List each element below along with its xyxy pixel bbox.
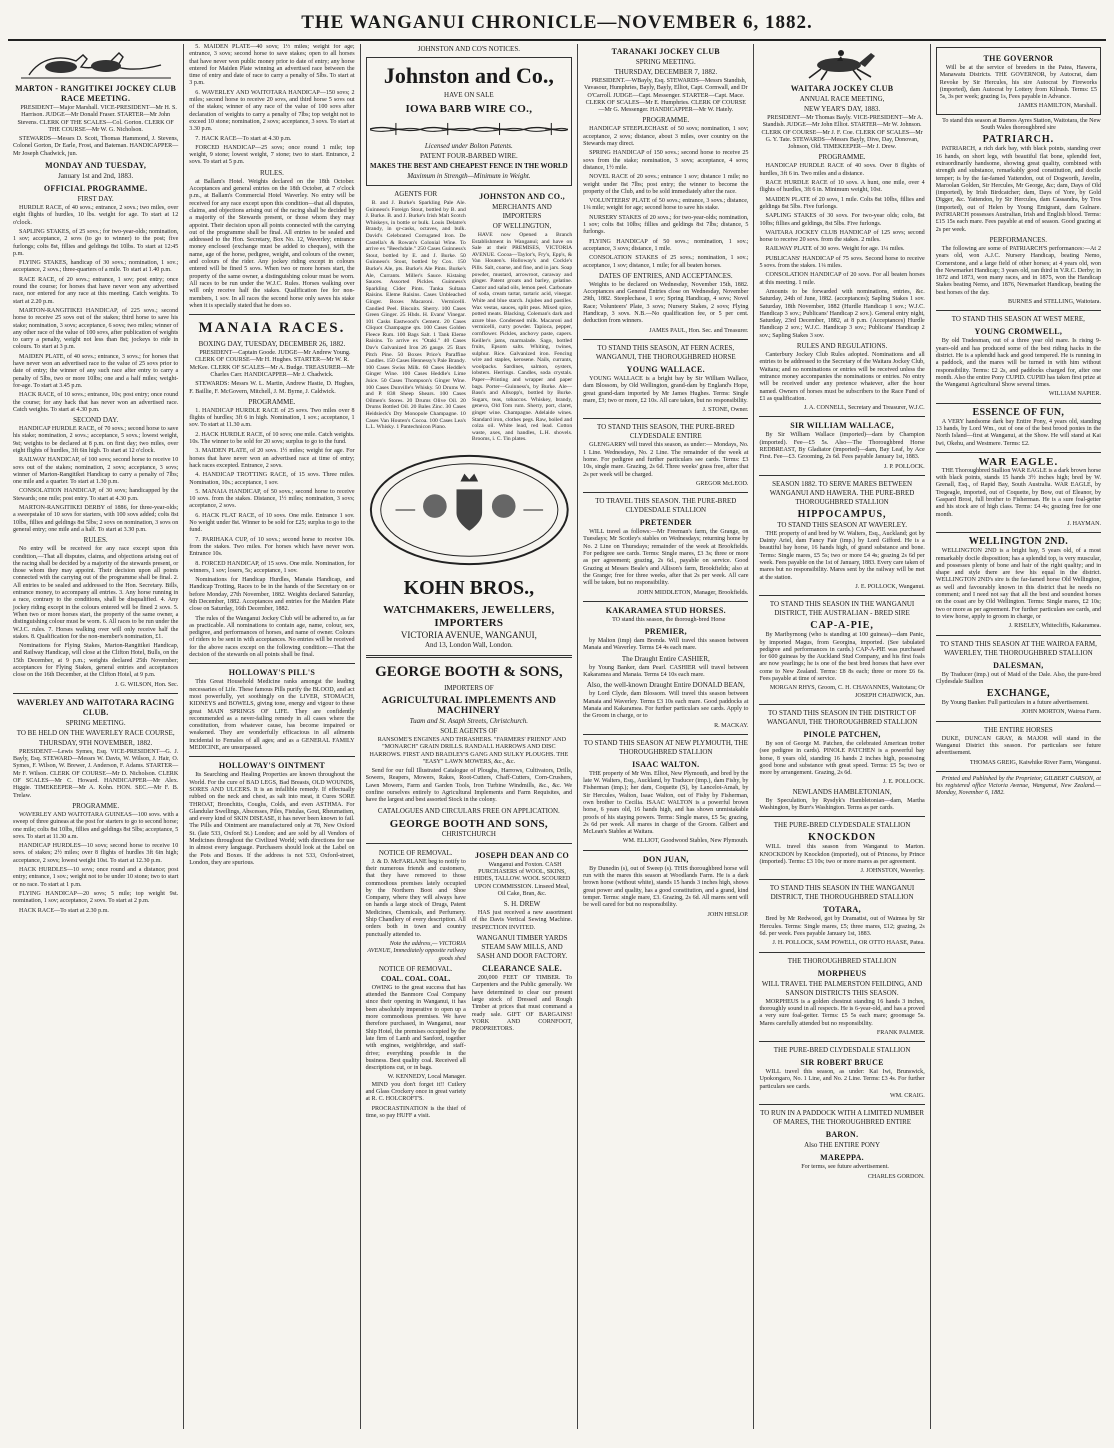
rk-race-7: HACK RACE, of 10 sovs.; entrance, 10s; post entry; once round the course; for any hack that has never won an advertised race. Catch weights. To start at 4.30 p.m. <box>13 392 179 413</box>
taranaki-race-7: CONSOLATION STAKES of 25 sovs.; nomination, 1 sov.; acceptance, 1 sov; distance, 1 mile; for all beaten horses. <box>583 255 749 269</box>
rk-days: January 1st and 2nd, 1883. <box>58 172 134 181</box>
wv-race-4: FLYING HANDICAP—20 sovs; 5 mile; top weight 9st. nomination, 1 sov; acceptance, 2 sovs. To start at 2 p.m. <box>13 890 179 905</box>
premier-body: by Malton (imp) dam Brenda. Will travel this season between Manaia and Waverley. Terms £4 4s each mare. <box>583 638 749 652</box>
merchants-block <box>472 189 572 445</box>
cap-a-pie-intro: TO STAND THIS SEASON IN THE WANGANUI DISTRICT, THE AUSTRALIAN - BRED SIRE <box>769 600 915 618</box>
rk-race-3: FLYING STAKES, handicap of 30 sovs.; nomination, 1 sov.; acceptance, 2 sovs.; three-quarters of a mile. To start at 1.40 p.m. <box>13 260 179 274</box>
waitara-officers: PRESIDENT—Mr Thomas Bayly. VICE-PRESIDENT—Mr A. Standish. JUDGE—Mr John Elliot. STARTER—Mr W. Johnson. CLERK OF COURSE—Mr J. F. Coe. CLERK OF SCALES—Mr G. Y. Tate. STEWARDS—Messrs Bayly, Dive, Day, Donovan, Johnson, Old. TIMEKEEPER—Mr J. Drew. <box>761 115 923 151</box>
glengarry-body: GLENGARRY will travel this season, as under:— Mondays, No. 1 Line. Wednesdays, No. 2 Line. The remainder of the week at home. For pedigree and further particulars see cards. Terms: £3 10s, single mare. Grazing, 2s 6d. Three weeks' grass free, after that 2s per week will be charged. <box>583 442 749 478</box>
horse-race-woodcut <box>13 47 178 81</box>
pinole-patchen-intro: TO STAND THIS SEASON IN THE DISTRICT OF WANGANUI, THE THOROUGHBRED STALLION <box>766 708 918 726</box>
gb-address: Tuam and St. Asaph Streets, Christchurch. <box>409 717 529 725</box>
rk-race-1: HURDLE RACE, of 40 sovs.; entrance, 2 sovs.; two miles, over eight flights of hurdles, 10 lbs. weight for age. To start at 12 o'clock. <box>13 205 179 226</box>
young-wallace-body: YOUNG WALLACE is a bright bay by Sir William Wallace, dam Blossom, by Old Wellington, grand-dam by England's Hope, great grand-dam imported by Mr James Hughes. Terms: Single mare, £3; two or more, £2 10s. All care taken, but no responsibility. <box>583 375 749 404</box>
taranaki-race-3: NOVEL RACE of 20 sovs.; entrance 1 sov; distance 1 mile; no weight under 8st 7lbs; post entry; the winner to become the property of the Club, and to be sold immediately after the race. <box>583 174 749 195</box>
pretender-signature: JOHN MIDDLETON, Manager, Brookfields. <box>637 589 749 596</box>
dean-co-body: Wanganui and Foxton. CASH PURCHASERS of WOOL, SKINS, HIDES, TALLOW. WOOL SCOURED UPON COMMISSION. Linseed Meal, Oil Cake, Bran, &c. <box>473 861 571 897</box>
column-5 <box>754 44 930 1429</box>
essence-of-fun-body: A VERY handsome dark bay Entire Pony, 4 years old, standing 13 hands, by Lord Wm., out of one of the best brood ponies in the North Island—first at Wanganui, at the Show. He will stand at Kai Iwi, Okehu, and Westmere. Terms: £2. <box>935 418 1101 447</box>
young-cromwell-intro: TO STAND THIS SEASON AT WEST MERE, <box>951 315 1085 324</box>
divider <box>583 734 748 735</box>
royal-coat-of-arms-seal <box>366 451 573 569</box>
rk-first-day: FIRST DAY. <box>77 195 114 204</box>
timber-heading: WANGANUI TIMBER YARDS STEAM SAW MILLS, AND SASH AND DOOR FACTORY. <box>476 934 568 961</box>
isaac-walton-body: THE property of Mr Wm. Elliot, New Plymouth, and bred by the late W. Walters, Esq., Auckland, by Traducer (imp.), dam Fishy, by Fisherman (imp.); her dam, Coquette (S), by Lancelot-Amah, by Sir Hercules, Walton, Isaac Walton, out of Fishy by Fisherman, own brother to Cecilia. ISAAC WALTON is a powerful brown horse, 6 years old, 16 hands high, and has shown unmistakable proofs of his staying powers. Terms: Single mares, £5 5s; grazing, 2s 6d per week. All mares in charge of the Groom. Gilbert and McLean's Stables at Waitara. <box>583 770 749 836</box>
waitara-meeting: ANNUAL RACE MEETING, <box>799 95 885 103</box>
war-eagle-heading: WAR EAGLE. <box>978 455 1059 468</box>
gb-agency-list: RANSOME'S ENGINES AND THRASHERS. "FARMERS' FRIEND" AND "MONARCH" GRAIN DRILLS. RANDALL HARROWS AND DISC HARROWS. FIRST AND BRADLEY'S GANG AND SULKY PLOUGHS. THE "EASY" LAWN MOWERS, &c., &c. <box>369 737 569 765</box>
morpheus-body: MORPHEUS is a golden chestnut standing 16 hands 3 inches, thoroughly sound in all respects. He is 6-year-old, and has a proved a very sure foal-getter. Terms: £5 5s each mare; groomage 5s. Mares carefully attended but no responsibility. <box>759 998 925 1027</box>
divider <box>189 756 354 757</box>
hippocampus-sub: TO STAND THIS SEASON AT WAVERLEY. <box>777 520 907 529</box>
morpheus-heading: MORPHEUS <box>817 968 867 978</box>
divider <box>759 416 924 417</box>
waitara-date: NEW YEAR'S DAY, 1883. <box>804 105 881 113</box>
merchants-stock-list: HAVE now Opened a Branch Establishment in Wanganui; and have on Sale at their PREMISES, VICTORIA AVENUE. Cocoa—Taylor's, Fry's, Epp's, & Van Houten's. Holloway's and Cockle's Pills. Salt, coarse, and fine, and in jars. Soap powder, mustard, arrowroot, caraway and ginger. Patent groats and barley, gelatine. Castor and salad oils, lemon peel. Carbonate of soda, cream tartar, tartaric acid, vinegar. White and blue starch. Jujubes and pastiles. Wax vestas, sauces, split peas. Mixed spice, potted meats. Blacking, Coleman's dark and azure blue. Condensed milk. Macaroni and vermicelli, curry powder. Tapioca, pepper, cornflower. Pickles, anchovy paste, capers. Keiller's jams, marmalade. Sago, bottled fruits, Epsom salts. Whiting, twines, sulphur. Rice. Galvanized iron. Fencing wire and staples, kerosene. Nails, currants, woolpacks. Sardines, salmon, oysters, lobsters. Herrings. Candles, soda crystals. Paper—Printing and wrapper and paper bags. Porter—Guinness's, by Burke. Ale—Bass's and Allsopp's, bottled by Burke. Sugars, teas, tobaccos. Whiskey, brandy, geneva, Old Tom rum. Sherry, port, claret, ginger wine. Champagne. Adelaide wines. Standard iron, clothes pegs. Raw, boiled and colza oil. White lead, red lead. Cotton waste, axes, and handles, L.H. shovels. Brooms, i. C. Tin plates. <box>471 232 573 443</box>
wv-officers: PRESIDENT—Lewis Symes, Esq. VICE-PRESIDENT—G. J. Bayly, Esq. STEWARD—Messrs W. Davis, W. Wilson, J. Hair, O. Symes, F. Wilson, W. Brewer, J. Anderson, F. Adams. STARTER—Mr F. Wilson. CLERK OF COURSE—Mr D. Nicholson. CLERK OF SCALES—Mr C. Howard. HANDICAPPER—Mr Alex. Higgie. TIMEKEEPER—Mr A. Kohn. HON. SEC.—Mr F. B. Trelaw. <box>13 748 179 799</box>
governor-heading: THE GOVERNOR <box>983 54 1054 63</box>
morpheus-travel: WILL TRAVEL THE PALMERSTON FEILDING, AND SANSON DISTRICTS THIS SEASON. <box>761 979 923 997</box>
rk-programme-heading: OFFICIAL PROGRAMME. <box>43 184 148 194</box>
dalesman-heading: DALESMAN, <box>993 660 1044 670</box>
newlands-body: By Speculation, by Rysdyk's Hambletonian—dam, Martha Washington, by Burr's Washington. Terms as per cards. <box>759 797 925 811</box>
mareppa-heading: MAREPPA. <box>820 1153 864 1163</box>
taranaki-race-2: SPRING HANDICAP of 150 sovs.; second horse to receive 25 sovs from the stake; nomination, 3 sovs; acceptance, 4 sovs; distance, 1½ mile. <box>583 150 749 171</box>
gb-trade: AGRICULTURAL IMPLEMENTS AND MACHINERY <box>381 696 557 716</box>
war-eagle-body: THE Thoroughbred Stallion WAR EAGLE is a dark brown horse with black points, stands 15 hands 3½ inches high; bred by W. Grenall, Esq., of Rapid Bay, South Australia. WAR EAGLE, by Tregeagle, imported, out of Coquette, by Bow, out of Eleanor, by Gaspard Brosi, full brother to Fisherman. He is a sure foal-getter and his stock are of high class. Terms: £4 4s; grazing free for one month. <box>935 467 1101 518</box>
knockdon-heading: KNOCKDON <box>808 832 877 844</box>
rk-dates: MONDAY AND TUESDAY, <box>45 161 147 171</box>
isaac-walton-heading: ISAAC WALTON. <box>632 759 700 769</box>
waitara-race-5: WAITARA JOCKEY CLUB HANDICAP of 125 sovs; second horse to receive 20 sovs. from the stakes. 2 miles. <box>759 229 925 244</box>
divider <box>366 655 573 658</box>
wv-race-2: HANDICAP HURDLES—10 sovs; second horse to receive 10 sovs. of stakes; 2½ miles; over 8 flights of hurdles 3ft 6in high; acceptance, 2 sovs; lowest weight 10st. To start at 12.30 p.m. <box>13 843 179 864</box>
robert-bruce-body: WILL travel this season, as under: Kai Iwi, Brunswick, Upokongaro, No. 1 Line, and No. 2 Line. Terms: £3 4s. For further particulars see cards. <box>759 1069 925 1090</box>
rk-race-8: HANDICAP HURDLE RACE, of 70 sovs.; second horse to save his stake; nomination, 2 sovs.; acceptance, 5 sovs.; lowest weight, 9st; weights to be declared at 8 p.m. on first day; two miles, over eight flights of hurdles, 3ft 6in high. To start at 12 o'clock. <box>13 426 179 454</box>
column-6 <box>931 44 1106 1429</box>
kohn-bros-heading: KOHN BROS., <box>403 577 535 599</box>
strength-weight: Maximum in Strength—Minimum in Weight. <box>407 172 531 180</box>
taranaki-dates-heading: DATES OF ENTRIES, AND ACCEPTANCES. <box>598 271 733 280</box>
george-booth-heading: GEORGE BOOTH & SONS, <box>375 664 563 680</box>
young-cromwell-signature: WILLIAM NAPIER. <box>1048 391 1101 398</box>
rk-race-11: MARTON-RANGITIKEI DERBY of 1886, for three-year-olds; a sweepstake of 10 sovs for starters, with 100 sovs added; colts 8st 10lbs, fillies and geldings 8st 5lbs; 2 sovs on nomination, 3 sovs on general entry; one mile and a half. To start at 3.30 p.m. <box>13 505 179 533</box>
gb-sole-agents: SOLE AGENTS OF <box>440 727 498 735</box>
divider <box>759 879 924 880</box>
divider <box>583 850 748 851</box>
clearance-sale-heading: CLEARANCE SALE. <box>481 964 563 974</box>
rk-signature: J. G. WILSON, Hon. Sec. <box>114 681 179 688</box>
entire-horses-intro: THE ENTIRE HORSES <box>983 725 1053 734</box>
baron-sub: Also THE ENTIRE PONY <box>804 1141 881 1150</box>
glengarry-signature: GREGOR McLEOD. <box>695 480 749 487</box>
wv-race-maiden: 5. MAIDEN PLATE—40 sovs; 1½ miles; weight for age; entrance, 3 sovs; second horse to save stakes; open to all horses that have never won public money prior to date of entry; any horse entered for Maiden Plate winning an advertised race between the time of entry and date of race to carry a penalty of 5lbs. To start at 3 p.m. <box>189 44 355 87</box>
don-juan-heading: DON JUAN, <box>642 854 689 864</box>
robert-bruce-signature: WM. CRAIG. <box>890 1093 925 1100</box>
governor-notice <box>936 47 1101 115</box>
pretender-intro: TO TRAVEL THIS SEASON. THE PURE-BRED CLYDESDALE STALLION <box>595 497 737 515</box>
waitara-club-heading: WAITARA JOCKEY CLUB <box>790 84 894 93</box>
rk-second-day: SECOND DAY. <box>73 416 119 425</box>
kohn-london: And 13, London Wall, London. <box>424 641 513 649</box>
sir-william-wallace-body: By Sir William Wallace (imported)—dam by Champion (imported). Fee—£5 5s. Also—The Thoroughbred Horse REDBREAST, By Gladiator (imported)—dam, Bay Leaf, by Ace First. Fee—£3. Grooming, 2s 6d. Fees payable January 1st, 1883. <box>759 432 925 461</box>
manaia-race-3: 3. MAIDEN PLATE, of 20 sovs. 1½ miles; weight for age. For horses that have never won an advertised race at time of entry; hack races excepted. Entrance, 2 sovs. <box>189 448 355 469</box>
manaia-race-8: 8. FORCED HANDICAP, of 15 sovs. One mile. Nomination, for winners, 1 sov; losers, 5s; acceptance, 1 sov. <box>189 560 355 574</box>
coal-heading: COAL. COAL. COAL. <box>380 974 451 983</box>
patriarch-performances-heading: PERFORMANCES. <box>989 235 1048 244</box>
divider <box>189 314 354 315</box>
kohn-trade: WATCHMAKERS, JEWELLERS, IMPORTERS <box>383 604 555 629</box>
patriarch-intro: To stand this season at Buenos Ayres Station, Waitotara, the New South Wales thoroughbred sire <box>942 117 1101 132</box>
coal-removal-heading: NOTICE OF REMOVAL. <box>378 964 453 973</box>
wv-held: TO BE HELD ON THE WAVERLEY RACE COURSE, <box>16 728 175 737</box>
manaia-date: BOXING DAY, TUESDAY, DECEMBER 26, 1882. <box>198 340 346 349</box>
holloway-pills-body: This Great Household Medicine ranks amongst the leading necessaries of Life. These famous Pills purify the BLOOD, and act most powerfully, yet soothingly on the LIVER, STOMACH, KIDNEYS and BOWELS, giving tone, energy and vigour to these great MAIN SPRINGS OF LIFE. They are confidently recommended as a never-failing remedy in all cases where the constitution, from whatever cause, has become impaired or weakened. They are wonderfully efficacious in all ailments incidental to Females of all ages; and as a GENERAL FAMILY MEDICINE, are unsurpassed. <box>189 679 355 752</box>
procrastination-notice: PROCRASTINATION is the thief of time, so pay HUFF a visit. <box>365 1105 466 1119</box>
clearance-body: 200,000 FEET OF TIMBER. To Carpenters and the Public generally. We have determined to clear our present large stock of Dressed and Rough Timber at prices that must command a ready sale. GIFT OF BARGAINS! YORK AND CORNFOOT, PROPRIETORS. <box>471 975 573 1033</box>
rk-rules: No entry will be received for any race except upon this condition,—That all disputes, claims, and objections arising out of the racing shall be decided by a majority of the stewards present, or those whom they may appoint. Their decision upon all points connected with the carrying out of the programme shall be final. 2. All entries to be sealed and addressed to the Hon. Secretary. Bills, entrance money, to accompany all entries. 3. Any horse running in a race, contrary to the conditions, shall be disqualified. 4. Any jockey riding except in the colours entered will be fined 2 sovs. 5. When two or more horses start, the property of the same owner, a distinguishing colour must be worn. 6. All races to be run under the W.J.C. rules. 7. Horses walking over will only receive half the stakes. 8. Qualification for the non-member's nomination, £1. <box>13 546 179 640</box>
gb-catalogues: CATALOGUES AND CIRCULARS FREE ON APPLICATION. <box>377 806 560 815</box>
knockdon-signature: J. JOHNSTON, Waverley. <box>860 868 925 875</box>
robert-bruce-heading: SIR ROBERT BRUCE <box>800 1058 884 1068</box>
divider <box>936 532 1101 533</box>
dalesman-body: By Traducer (imp.) out of Maid of the Dale. Also, the pure-bred Clydesdale Stallion <box>935 671 1101 685</box>
wv-race-forced: FORCED HANDICAP—25 sovs; once round 1 mile; top weight, 9 stone; lowest weight, 7 stone; two to start. Entrance, 2 sovs. To start at 5 p.m. <box>189 144 355 166</box>
rk-race-6: MAIDEN PLATE, of 40 sovs.; entrance, 3 sovs.; for horses that have never won an advertised race to the value of 25 sovs prior to date of entry; the winner of any such race after entry to carry a penalty of 5lbs, two or more 10lbs; one and a half miles; weight-for-age. To start at 3.45 p.m. <box>13 353 179 389</box>
manaia-stewards: STEWARDS: Messrs W. L. Martin, Andrew Hastie, D. Hughes, F. Baillie, F. McGovern, Mitchell, J. M. Byrne, J. Caldwick. <box>189 381 355 395</box>
wv-meeting: SPRING MEETING. <box>65 718 126 727</box>
waitara-rules-heading: RULES AND REGULATIONS. <box>796 342 888 351</box>
wv-club-heading: WAVERLEY AND WAITOTARA RACING CLUB. <box>16 697 175 717</box>
hippocampus-body: THE property of and bred by W. Walters, Esq., Auckland; got by Dainty Ariel, dam Fancy Fair (imp.) by Lord Gifford. He is a beautiful bay horse, 16 hands high, of grand substance and bone. Terms: Single mares, £5 5s; two or more £4 4s; grazing 2s 6d per week. Fees payable on the 1st of January, 1883. Every care taken of mares but no responsibility. Mares sent by the railway will be met at the station. <box>759 530 925 581</box>
knockdon-intro: THE PURE-BRED CLYDESDALE STALLION <box>773 821 911 830</box>
divider <box>936 452 1101 453</box>
manaia-programme-heading: PROGRAMME. <box>248 397 296 406</box>
column-4 <box>578 44 754 1429</box>
merchants-importers: MERCHANTS AND IMPORTERS <box>492 203 552 220</box>
divider <box>936 403 1101 404</box>
exchange-heading: EXCHANGE, <box>986 688 1050 700</box>
removal-notices-right <box>472 848 572 1123</box>
wv-rules-heading: RULES. <box>259 168 284 177</box>
essence-of-fun-heading: ESSENCE OF FUN, <box>972 406 1065 418</box>
manaia-race-4: 4. HANDICAP TROTTING RACE, of 15 sovs. Three miles. Nomination, 10s.; acceptance, 1 sov. <box>189 472 355 486</box>
divider <box>936 721 1101 722</box>
iowa-barb-wire: IOWA BARB WIRE CO., <box>405 103 533 115</box>
manaia-race-1: 1. HANDICAP HURDLE RACE of 25 sovs. Two miles over 8 flights of hurdles; 3ft 6 in high. Nomination, 1 sov.; acceptance, 1 sov. To start at 11.30 a.m. <box>189 407 355 429</box>
wv-race-1: WAVERLEY AND WAITOTARA GUINEAS—100 sovs. with a sweep of three guineas at the post for starters to go to second horse; one mile; colts 8st 10lbs, fillies and geldings 8st 5lbs; acceptance, 5 sovs. To start at 11.30 a.m. <box>13 811 179 840</box>
rk-race-2: SAPLING STAKES, of 25 sovs.; for two-year-olds; nomination, 1 sov; acceptance, 2 sovs (to go to winner) to the post; five furlongs; colts 8st, fillies and geldings 8st 10lbs. To start at 12:45 p.m. <box>13 228 179 257</box>
totara-intro: TO STAND THIS SEASON IN THE WANGANUI DISTRICT, THE THOROUGHBRED STALLION <box>769 884 915 902</box>
pinole-patchen-signature: J. E. POLLOCK. <box>882 779 925 786</box>
cashier-body: by Young Banker, dam Pearl. CASHIER will travel between Kakaramea and Manaia. Terms £4 10s each mare. <box>583 664 749 679</box>
column-2 <box>184 44 360 1429</box>
rk-race-9: RAILWAY HANDICAP, of 100 sovs; second horse to receive 10 sovs out of the stakes; nomination, 2 sovs; acceptance, 3 sovs; winner of Marton-Rangitikei Handicap to carry a penalty of 7lbs; one mile and a quarter. To start at 1.30 p.m. <box>13 457 179 486</box>
cap-a-pie-body: By Maribyrnong (who is standing at 100 guineas)—dam Panic, by imported Magus, from Georgina, imported. (See tabulated pedigree and performances in cards.) CAP-A-PIE was purchased for 600 guineas by the Auckland Stud Company, and his first foals are now yearlings; he is one of the best bred horses that have ever come to New Zealand. Terms: £8 8s each; three or more £6 6s. Fees payable at time of service. <box>759 632 925 683</box>
governor-body: Will be at the service of breeders in the Patea, Hawera, Manawatu Districts. THE GOVERNOR, by Autocrat, dam Revoke by Sir Hercules, his sire Autocrat by Fireworks (imported), dam Autocrat by Lottery from Kilrush. Terms: £5 5s, 3s per week; grazing 1s, Fees payable in Advance. <box>939 65 1097 101</box>
racehorse-jockey-woodcut <box>759 47 924 81</box>
young-wallace-heading: YOUNG WALLACE. <box>626 364 705 374</box>
column-1 <box>8 44 184 1429</box>
pretender-heading: PRETENDER <box>639 518 692 528</box>
wv-race-5: HACK RACE—To start at 2.30 p.m. <box>19 907 109 914</box>
divider <box>759 475 924 476</box>
removal-notices-left <box>366 848 466 1123</box>
patriarch-body: PATRIARCH, a rich dark bay, with black points, standing over 16 hands, on short legs, with beautiful flat bone, splendid feet, extraordinarily handsome, showing great quality, combined with strength and substance, remarkably good constitution, and docile temper; is by the far-famed Yattendon, out of Dogworth, Javelin, Maroolan Golden, Sir Hercules, Mr George, &c; dam, Days of Old (imported), by Irish Birdcatcher; dam, Days of Yore, by Gold Digger, &c. Yattendon, by Sir Hercules, dam Cassandra, by Tros (imported), out of Helen by Young Emigrant, dam Gulnare. PATRIARCH possesses Australian, Irish and English blood. Terms: £15 15s each mare. Fees payable at end of season. Good grazing at 2s per week. <box>935 146 1101 233</box>
waitara-race-6: RAILWAY PLATE of 30 sovs. Weight for age. 1¼ miles. <box>765 246 905 253</box>
glengarry-intro: TO STAND THIS SEASON, THE PURE-BRED CLYDESDALE ENTIRE <box>597 423 735 441</box>
don-juan-signature: JOHN HESLOP. <box>707 911 749 918</box>
manaia-nominations: Nominations for Handicap Hurdles, Manaia Handicap, and Handicap Trotting, Races to be in the hands of the Secretary on or before Monday, 27th November, 1882. Weights declared Saturday, 9th December, 1882. Acceptances and entries for the Maiden Plate close on Saturday, 16th December, 1882. <box>189 577 355 613</box>
baron-intro: TO RUN IN A PADDOCK WITH A LIMITED NUMBER OF MARES, THE THOROUGHBRED ENTIRE <box>760 1109 925 1127</box>
waitara-entry-dates: Amounts to be forwarded with nominations, entries, &c. Saturday, 24th of June, 1882. (acceptances); Sapling Stakes 1 sov. Saturday, 18th November, 1882 (Hurdle Handicap 1 sov.; W.J.C. Handicap 3 sov.; Publicans' Handicap 2 sov.). General entry night, Saturday, 23rd December, 1882, at 8 p.m. (Acceptances) Hurdle Handicap 2 sov.; W.J.C. Handicap 3 sov.; Publicans' Handicap 2 sov.; Sapling Stakes 3 sov. <box>759 288 925 339</box>
totara-heading: TOTARA, <box>823 905 861 915</box>
manaia-race-2: 2. HACK HURDLE RACE, of 10 sovs; one mile. Catch weights. 10s. The winner to be sold for 20 sovs; surplus to go to the fund. <box>189 431 355 446</box>
knockdon-body: WILL travel this season from Wanganui to Marton. KNOCKDON by Knockdon (imported), out of Princess, by Prince (imported). Terms: £3 10s; two or more mares as per agreement. <box>759 844 925 865</box>
divider <box>759 1041 924 1042</box>
holloway-ointment-heading: HOLLOWAY'S OINTMENT <box>218 761 325 771</box>
divider <box>759 595 924 596</box>
agents-list-block <box>366 189 466 445</box>
taranaki-club-heading: TARANAKI JOCKEY CLUB <box>611 47 720 56</box>
rk-rules-heading: RULES. <box>83 536 108 545</box>
baron-body: For terms, see future advertisement. <box>801 1164 889 1171</box>
divider <box>366 843 573 844</box>
wv-race-handicap: 6. WAVERLEY AND WAITOTARA HANDICAP—150 sovs; 2 miles; second horse to receive 20 sovs, and third horse 5 sovs out of the stakes; winner of any race of the value of 100 sovs after declaration of weights to carry a penalty of 7lbs; top weight not to exceed 10 stone; nomination, 2 sovs; acceptance, 3 sovs. To start at 3.30 p.m. <box>189 89 355 133</box>
divider <box>583 339 748 340</box>
baron-heading: BARON. <box>825 1130 859 1140</box>
removal-body: J. & D. McFARLANE beg to notify to their numerous friends and customers, that they have removed to those commodious premises lately occupied by the Northern Boot and Shoe Company, where they will always have on hands a large stock of Drugs, Patent Medicines, Chemicals, and Perfumery. Ship Chandlery of every description. All orders both in town and country punctually attended to. <box>365 858 466 938</box>
divider <box>13 693 178 694</box>
kohn-address: VICTORIA AVENUE, WANGANUI, <box>400 630 537 640</box>
taranaki-race-6: FLYING HANDICAP of 50 sovs.; nomination, 1 sov.; acceptance, 3 sovs; distance, 1 mile. <box>583 238 749 252</box>
columns <box>8 44 1106 1429</box>
pinole-patchen-body: By son of George M. Patchen, the celebrated American trotter (see pedigree in cards). PINOLE PATCHEN is a powerful bay horse, 8 years old, standing 16 hands 2 inches high, possessing good bone and substance with great speed. Terms: £5 5s; two or more by arrangement. Grazing, 2s 6d. <box>759 740 925 777</box>
morpheus-signature: FRANK PALMER. <box>876 1029 925 1036</box>
wv-race-3: HACK HURDLES—10 sovs; once round and a distance; post entry; entrance, 1 sov.; weight not to be under 10 stone; two to start or no race. To start at 1 p.m. <box>13 867 179 888</box>
dalesman-intro: TO STAND THIS SEASON AT THE WAIROA FARM, WAVERLEY, THE THOROUGHBRED STALLION <box>939 639 1097 657</box>
rk-stewards: STEWARDS—Messrs D. Scott, Thomas Hammond, J. Stevens, Colonel Gorton, Dr Earle, Frost, and Bateman. HANDICAPPER—Mr Joseph Chadwick, jun. <box>13 136 179 157</box>
patriarch-heading: PATRIARCH. <box>982 134 1055 146</box>
removal-heading: NOTICE OF REMOVAL. <box>378 848 453 857</box>
taranaki-race-4: VOLUNTEERS' PLATE of 50 sovs.; entrance, 3 sovs.; distance, 1¼ mile; weight for age; second horse to save his stake. <box>583 198 749 212</box>
waitara-race-2: RACE HURDLE RACE of 10 sovs. A hunt, one mile, over 4 flights of hurdles, 3ft 6 in. Minimum weight, 10st. <box>759 180 925 194</box>
wv-date: THURSDAY, 9TH NOVEMBER, 1882. <box>39 738 153 747</box>
isaac-walton-intro: TO STAND THIS SEASON AT NEW PLYMOUTH, THE THOROUGHBRED STALLION <box>583 738 748 756</box>
divider <box>759 1104 924 1105</box>
war-eagle-signature: J. HAYMAN. <box>1067 520 1101 527</box>
divider <box>189 663 354 664</box>
dean-co-heading: JOSEPH DEAN AND CO <box>474 850 570 860</box>
rk-club-heading: MARTON - RANGITIKEI JOCKEY CLUB RACE MEETING. <box>15 84 177 103</box>
of-wellington: OF WELLINGTON, <box>492 222 552 230</box>
cap-a-pie-heading: CAP-A-PIE, <box>810 620 874 632</box>
donald-bean-body: by Lord Clyde, dam Blossom. Will travel this season between Manaia and Waverley. Terms £3 10s each mare. Good paddocks at Manaia and Kakaramea. For further particulars see cards. Apply to the Groom in charge, or to <box>583 691 749 720</box>
rk-rules-2: Nominations for Flying Stakes, Marton-Rangitikei Handicap, and Railway Handicap, will close at the Clifton Hotel, Bulls, on the 15th December, at 9 p.m.; weights declared 25th November; acceptances for Flying Stakes, general entries and acceptances close on the 16th December, at the Clifton Hotel, at 9 p.m. <box>13 643 179 679</box>
divider <box>759 704 924 705</box>
cap-a-pie-signature: MORGAN RHYS, Groom, C. H. CHAVANNES, Waitotara; Or JOSEPH CHADWICK, Jun. <box>769 685 925 699</box>
wv-rules: at Ballam's Hotel. Weights declared on the 18th October. Acceptances and general entries on the 18th October, at 7 o'clock p.m., at Ballam's Commercial Hotel Waverley. No entry will be received for any race except upon this condition—that all disputes, claims, and objections arising out of the racing shall be decided by a majority of the Stewards present, or those whom they may appoint. Their decision upon all points connected with the carrying out of the programme shall be final. All entries to be sealed and addressed to the Hon. Secretary, Box No. 12, Waverley; entrance money enclosed (exchange must be added to cheques), with the name, age of the horse, pedigree, weight, and colours of the owner, and colours of the rider. Any jockey riding except in colours entered will be fined 5 sovs. When two or more horses start, the property of the same owner, a distinguishing colour must be worn. All races to be run under the W.J.C. Rules. Horses walking over will only receive half the stakes. Qualification fee for non-members, 1 sov. In all races the second horse only saves his stake when it is specially stated that he does so. <box>189 178 355 309</box>
divider <box>583 601 748 602</box>
agents-heading: AGENTS FOR <box>394 190 438 198</box>
divider <box>759 816 924 817</box>
sir-william-wallace-signature: J. P. POLLOCK. <box>883 463 925 470</box>
divider <box>583 418 748 419</box>
removal-address: Note the address,— VICTORIA AVENUE, Immediately opposite railway goods shed <box>367 940 466 962</box>
divider <box>936 310 1101 311</box>
patriarch-performances: The following are some of PATRIARCH'S performances:—At 2 years old, won A.J.C. Nursery Handicap, beating Nemo, Cornerstone, and a large field of other horses; at 4 years old, won the Newmarket Handicap; 3 years old, ran third in V.R.C. Derby; in 1872 and 1873, won many races, and in 1875, won the Handicap Stakes beating Nemo, and 1876, Newmarket Handicap, beating the best horses of the day. <box>935 245 1101 296</box>
waitara-race-8: CONSOLATION HANDICAP of 20 sovs. For all beaten horses at this meeting. 1 mile. <box>759 272 925 286</box>
divider <box>759 952 924 953</box>
patent-wire: PATENT FOUR-BARBED WIRE. <box>420 152 518 160</box>
waitara-signature: J. A. CONNELL, Secretary and Treasurer, W.J.C. <box>803 405 925 412</box>
governor-signature: JAMES HAMILTON, Marshall. <box>1018 103 1097 110</box>
young-cromwell-body: By old Tradesman, out of a three year old mare. Is rising 9-years-old and has produced some of the best riding hacks in the district. He is a splendid hack and good tempered. He is running in a paddock, and the mares will be turned in with him without responsibility. Terms: £2 2s, and paddocks charged for, after one month. Also the entire Pony CUPID. CUPID has taken first prize at the Wanganui Agricultural Show several times. <box>935 338 1101 389</box>
wellington-2nd-body: WELLINGTON 2ND is a bright bay, 5 years old, of a most remarkably docile disposition; has a splendid top, is very muscular, and possesses plenty of bone and hair of the right quality; and in shape and style there are few his equal in the district. WELLINGTON 2ND's sire is the far-famed horse Old Wellington, as well and favourably known in this district that he needs no comment; and I need not say that all the best and soundest horses on the coast are by Old Wellington. Terms: Single mares, £2 10s; two or more as per agreement. For further particulars see cards, and to view horse, apply to groom in charge, or <box>935 548 1101 620</box>
premier-heading: PREMIER, <box>644 627 687 637</box>
taranaki-programme-heading: PROGRAMME. <box>642 116 690 125</box>
wellington-2nd-signature: J. RISELEY, Whitecliffs, Kakaramea. <box>1008 623 1101 630</box>
isaac-walton-signature: WM. ELLIOT, Goodwood Stables, New Plymouth. <box>622 838 749 845</box>
exchange-body: By Young Banker. Full particulars in a future advertisement. <box>941 700 1089 707</box>
hippocampus-signature: J. E. POLLOCK, Wanganui. <box>855 583 925 590</box>
waitara-race-7: PUBLICANS' HANDICAP of 75 sovs. Second horse to receive 5 sovs. from the stakes. 1¼ miles. <box>759 255 925 270</box>
holloway-ointment-body: Its Searching and Healing Properties are known throughout the World. For the cure of BAD LEGS, Bad Breasts, OLD WOUNDS, SORES AND ULCERS. It is an infallible remedy. If effectually rubbed on the neck and chest, as salt into meat, it Cures SORE THROAT, Bronchitis, Coughs, Colds, and even ASTHMA. For Glandular Swellings, Abscesses, Piles, Fistulas, Gout, Rheumatism, and every kind of SKIN DISEASE, it has never been known to fail. The Pills and Ointment are manufactured only at 78, New Oxford St. (late 533, Oxford St.) London; and are sold by all Vendors of Medicines throughout the Civilized World; with directions for use in almost every language. Purchasers should look at the Label on the Pots and Boxes. If the address is not 533, Oxford-street, London, they are spurious. <box>189 772 355 866</box>
baron-signature: CHARLES GORDON. <box>867 1173 925 1180</box>
divider <box>583 492 748 493</box>
taranaki-meeting: SPRING MEETING. <box>635 58 696 66</box>
barbed-wire-illustration <box>370 119 569 139</box>
premier-intro: TO stand this season, the thorough-bred Horse <box>612 616 726 623</box>
waitara-programme-heading: PROGRAMME. <box>818 153 866 162</box>
divider <box>936 771 1101 772</box>
manaia-race-5: 5. MANAIA HANDICAP, of 50 sovs.; second horse to receive 10 sovs. from the stakes. Distance, 1½ miles; nomination, 3 sovs; acceptance, 2 sovs. <box>189 488 355 510</box>
gb-footer-place: CHRISTCHURCH <box>441 829 496 838</box>
exchange-signature: JOHN MORTON, Wairoa Farm. <box>1021 709 1101 716</box>
pinole-patchen-heading: PINOLE PATCHEN, <box>803 729 881 739</box>
don-juan-body: By Dunedin (s), out of Sweep (s). THIS thoroughbred horse will run with the mares this season at Woodlands Farm. He is a dark brown horse (without white), stands 15 hands 3 inches high, shows great power and quality, has a good constitution, and a grand, kind temper. Terms: single mare, £3. Grazing, 2s 6d. All mares sent will be well cared for but no responsibility. <box>583 865 749 909</box>
rk-race-4: RACE RACE, of 20 sovs.; entrance, 1 sov; post entry; once round the course; for horses that have never won any advertised race, nor entered for any race at this meeting. Catch weights. To start at 2.20 p.m. <box>13 276 179 305</box>
johnston-firm-name: Johnston and Co., <box>383 63 554 88</box>
wellington-2nd-heading: WELLINGTON 2ND. <box>968 536 1069 548</box>
taranaki-dates: Weights to be declared on Wednesday, November 15th, 1882. Acceptances and General Entries close on Wednesday, November 29th, 1882. Steeplechase, 1 sov; Spring Handicap, 4 sovs; Novel Race; Volunteers' Plate, 3 sovs; Nursery Stakes, 2 sovs; Flying Handicap, 3 sovs. N.B.—No qualification fee, or 5 per cent. deduction from winners. <box>583 281 749 325</box>
patriarch-signature: BURNES and STELLING, Waitotara. <box>1008 299 1101 306</box>
johnston-notices-heading: JOHNSTON AND CO'S NOTICES. <box>417 45 520 53</box>
pretender-body: WILL travel as follows:—Mr Freeman's farm, the Grange, on Tuesdays; Mr Scotley's stables on Wednesdays; returning home by No. 2 Line on Thursdays; remainder of the week at Brookfields. For pedigree see cards. Terms: Single mares, £3 3s; three or more as per agreement; grazing, 2s 6d., payable on service. Good Grazing at Messrs Beale's and Allison's farm, Brookfields; also at the Grange; free for three weeks, after that 2s per week. All care will be taken, but no responsibility. <box>583 529 749 587</box>
donald-bean-signature: R. MACKAY. <box>714 722 749 729</box>
wv-race-hack: 7. HACK RACE—To start at 4.30 p.m. <box>195 135 292 142</box>
waitara-race-4: SAPLING STAKES of 30 sovs. For two-year olds; colts, 8st 10lbs; fillies and geldings, 8st 5lbs. Five furlongs. <box>759 213 925 227</box>
yw-intro: TO STAND THIS SEASON, AT FERN ACRES, WANGANUI, THE THOROUGHBRED HORSE <box>595 343 736 361</box>
masthead-title: THE WANGANUI CHRONICLE—NOVEMBER 6, 1882. <box>8 6 1106 41</box>
newlands-heading: NEWLANDS HAMBLETONIAN, <box>792 787 892 796</box>
holloway-pills-heading: HOLLOWAY'S PILL'S <box>228 668 316 678</box>
mind-notice: MIND you don't forget it!! Cutlery and Glass Crockery once in great variety at R. C. HOLCROFT'S. <box>365 1081 466 1103</box>
donald-bean-heading: Also, the well-known Draught Entire DONALD BEAN, <box>586 681 745 690</box>
cashier-heading: The Draught Entire CASHIER, <box>621 654 710 663</box>
totara-body: Bred by Mr Redwood, got by Dramatist, out of Waimea by Sir Hercules. Terms: Single mares, £5; three mares, £12; grazing, 2s 6d. per week. Fees payable January 1st, 1883. <box>759 916 925 938</box>
manaia-races-heading: MANAIA RACES. <box>198 320 346 337</box>
robert-bruce-intro: THE PURE-BRED CLYDESDALE STALLION <box>773 1046 911 1055</box>
kakaramea-heading: KAKARAMEA STUD HORSES. <box>605 605 726 615</box>
entire-horses-signature: THOMAS GREIG, Kaiwhike River Farm, Wanganui. <box>969 759 1101 766</box>
manaia-officers: PRESIDENT—Captain Goode. JUDGE—Mr Andrew Young. CLERK OF COURSE—Mr H. Hughes. STARTER—Mr W. R. McKee. CLERK OF SCALES—Mr A. Budge. TREASURER—Mr Charles Carr. HANDICAPPER—Mr J. Chadwick. <box>189 350 355 378</box>
morpheus-intro: THE THOROUGHBRED STALLION <box>787 956 897 965</box>
drew-body: HAS just received a new assortment of the Davis Vertical Sewing Machine. INSPECTION INVITED. <box>471 910 573 931</box>
rk-race-10: CONSOLATION HANDICAP, of 30 sovs; handicapped by the Stewards; one mile; post entry. To start at 4.30 p.m. <box>13 488 179 502</box>
taranaki-race-5: NURSERY STAKES of 20 sovs.; for two-year-olds; nomination, 1 sov; colts 8st 10lbs; fillies and geldings 8st 7lbs; distance, 5 furlongs. <box>583 214 749 236</box>
manaia-rules: The rules of the Wanganui Jockey Club will be adhered to, as far as practicable. All nominations to contain age, name, colour, sex, pedigree, and performances of horses, and name of owner. Colours of riders to be sent in with acceptances. No entries will be received for the above races except on the following condition:—That the decision of the stewards on all points shall be final. <box>189 615 355 659</box>
column-3 <box>361 44 579 1429</box>
hippocampus-heading: HIPPOCAMPUS, <box>797 508 887 520</box>
gb-footer: GEORGE BOOTH AND SONS, <box>389 817 548 830</box>
gb-importers: IMPORTERS OF <box>444 684 494 692</box>
totara-signature: J. H. POLLOCK, SAM POWELL, OR OTTO HAASE, Patea. <box>772 940 925 947</box>
johnston-merchants-heading: JOHNSTON AND CO., <box>479 192 565 201</box>
young-cromwell-heading: YOUNG CROMWELL, <box>974 327 1063 337</box>
rk-race-5: MARTON-RANGITIKEI HANDICAP, of 225 sovs.; second horse to receive 25 sovs out of the stakes; third horse to save his stake; nomination, 3 sovs; acceptance, 6 sovs; two miles; winner of any other race of the value of 100 sovs, after publication of weights to carry a penalty, weight not less than 8st; jockeys to ride in colours. To start at 3 p.m. <box>13 307 179 351</box>
taranaki-officers: PRESIDENT.—WBayly, Esq. STEWARDS—Messrs Standish, Vavasour, Humphries, Bayly, Bayly, Elliot, Capt. Cornwall, and Dr O'Carroll. JUDGE—Capt. Messenger. STARTER—Capt. Mace. CLERK OF SCALES—Mr E. Humphries. CLERK OF COURSE—Mr G. Messenger. HANDICAPPER—Mr W. Hately. <box>583 78 748 114</box>
coal-body: OWING to the great success that has attended the Banmore Coal Company since their opening in Wanganui, it has been absolutely imperative to open up a more commodious premises. We have therefore purchased, in Wanganui, near Ship Hotel, the premises occupied by the late firm of Lamb and Sanford, together with engines, weighbridge, and staff-drive; everything possible in the business. Best quality coal. Received all descriptions cut, or in bags. <box>365 984 466 1072</box>
manaia-race-6: 6. HACK FLAT RACE, of 10 sovs. One mile. Entrance 1 sov. No weight under 8st. Winner to be sold for £25; surplus to go to the fund. <box>189 512 355 534</box>
makes-best-fence: MAKES THE BEST AND CHEAPEST FENCE IN THE WORLD <box>369 162 568 170</box>
have-on-sale: HAVE ON SALE <box>444 91 494 99</box>
waitara-race-3: MAIDEN PLATE of 20 sovs, 1 mile. Colts 8st 10lbs, fillies and geldings 8st 5lbs. Five furlongs. <box>759 196 925 210</box>
taranaki-race-1: HANDICAP STEEPLECHASE of 50 sovs; nomination, 1 sov; acceptance, 2 sovs; distance, about 3 miles, over country on the Stewards may direct. <box>583 126 749 148</box>
hippocampus-intro: SEASON 1882. TO SERVE MARES BETWEEN WANGANUI AND HAWERA. THE PURE-BRED THOROUGHBRED STALLION <box>769 479 915 506</box>
entire-horses-body: DUKE, DUNCAN GRAY, & MAJOR will stand in the Wanganui District this season. For particulars see future advertisement. <box>935 735 1101 757</box>
sir-william-wallace-heading: SIR WILLIAM WALLACE, <box>790 421 894 431</box>
drew-heading: S. H. DREW <box>503 900 541 909</box>
divider <box>936 635 1101 636</box>
johnston-barbed-wire-ad <box>366 57 573 186</box>
young-wallace-signature: J. STONE, Owner. <box>702 407 749 414</box>
agents-list: B. and J. Burke's Sparkling Pale Ale. Guinness's Foreign Stout, bottled by B. and J. Burke. B. and J. Burke's Irish Malt Scotch Whiskeys, in bottle or bulk. Louis Delatre's Brandy, in qr-casks, octaves, and bulk. David's Celebrated Corrugated Iron. De Castella's & Rowan's Colonial Wine. To arrive ex "Beechdale." 250 Cases Guinness's Stout, bottled by E. and J. Burke. 50 Guinness's Stout, bottled by Cox. 150 Burke's Ale, pts. Burke's Ale Pints. Burke's Ale, Currants. Miller's Sauce. Kistaing Sauces. Assorted Pickles. Guinness's Sparkling Cider Pints. Tanka Sultana Raisins. Eleme Raisins. Cases Unbleached Ginger. Boxes Macaroni. Vermicelli. Candied Peel. Biscuits. Sherry. 100 Cases Green Ginger. 25 Hhds. H. Evans' Vinegar. 101 Casks Eastwood's Cement. 20 Cases Cliquot Champagne qts. 100 Cases Golden Fleece Rum. 100 Bags Salt. 1 Tank Eleme Raisins. To arrive ex "Otaki." 40 Cases Dav's Galvanized Iron 26 gauge. 25 Bars Pitch Pine. 50 Boxes Price's Paraffine Candles. 150 Cases Hennessy's Pale Brandy. 100 Cases Swiss Milk. 60 Cases Heddle's Ginger Wine. 100 Cases Heddle's Lime Juice. 50 Cases Thompson's Ginger Wine. 100 Cases Dunville's Whisky. 50 Drums W. and P. 838 Sheep Shears. 100 Cases Oilmen's Stores. 20 Drums Olive Oil. 20 Drums Bottled Oil. 20 Bales Zinc. 30 Cases Heidsieck's Dry Monopole Champagne. 10 Cases Van Houten's Cocoa. 100 Cases Lea's L.L. Whisky. 1 Pantechnicon Piano. <box>365 200 466 431</box>
manaia-race-7: 7. PARIHAKA CUP, of 10 sovs.; second horse to receive 10s. from the stakes. Two miles. For horses which have never won. Entrance 10s. <box>189 536 355 558</box>
taranaki-date: THURSDAY, DECEMBER 7, 1882. <box>614 68 718 76</box>
waitara-race-1: HANDICAP HURDLE RACE of 40 sovs. Over 8 flights of hurdles, 3ft 6 in. Two miles and a distance. <box>759 163 925 177</box>
printer-imprint: Printed and Published by the Proprietor, GILBERT CARSON, at his registered office Victoria Avenue, Wanganui, New Zealand.—Monday, November 6, 1882. <box>935 775 1101 797</box>
waitara-rules: Canterbury Jockey Club Rules adopted. Nominations and all entries to be addressed to the Secretary of the Waitara Jockey Club, Waitara; and no nominations or entries will be received unless the entrance money accompanies the nominations or entries. No entry will be received under any pretence whatever, after the hour named. Owners of horses must be subscribers to the Race Fund of £1 as qualification. <box>759 352 925 402</box>
taranaki-signature: JAMES PAUL, Hon. Sec. and Treasurer. <box>649 327 749 334</box>
wv-programme-heading: PROGRAMME. <box>72 801 120 810</box>
gb-body: Send for our full Illustrated Catalogue of Ploughs, Harrows, Cultivators, Drills, Sowers, Reapers, Mowers, Rakes, Root-Cutters, Chaff-Cutters, Corn-Crushers, Lawn Mowers, Farm and Garden Tools, Iron Turbine Windmills, &c., &c. We confine ourselves entirely to Agricultural Implements and Farm Requisites, and have the largest and best assorted Stock in the colony. <box>365 768 573 804</box>
coal-signature: W. KENNEDY, Local Manager. <box>387 1074 466 1081</box>
licensed-under: Licensed under Bolton Patents. <box>424 142 513 150</box>
rk-officers: PRESIDENT—Major Marshall. VICE-PRESIDENT—Mr H. S. Harrison. JUDGE—Mr Donald Fraser. STARTER—Mr John Stevens. CLERK OF THE SCALES—Col. Gorton. CLERK OF THE COURSE—Mr W. G. Nicholson. <box>17 105 177 133</box>
